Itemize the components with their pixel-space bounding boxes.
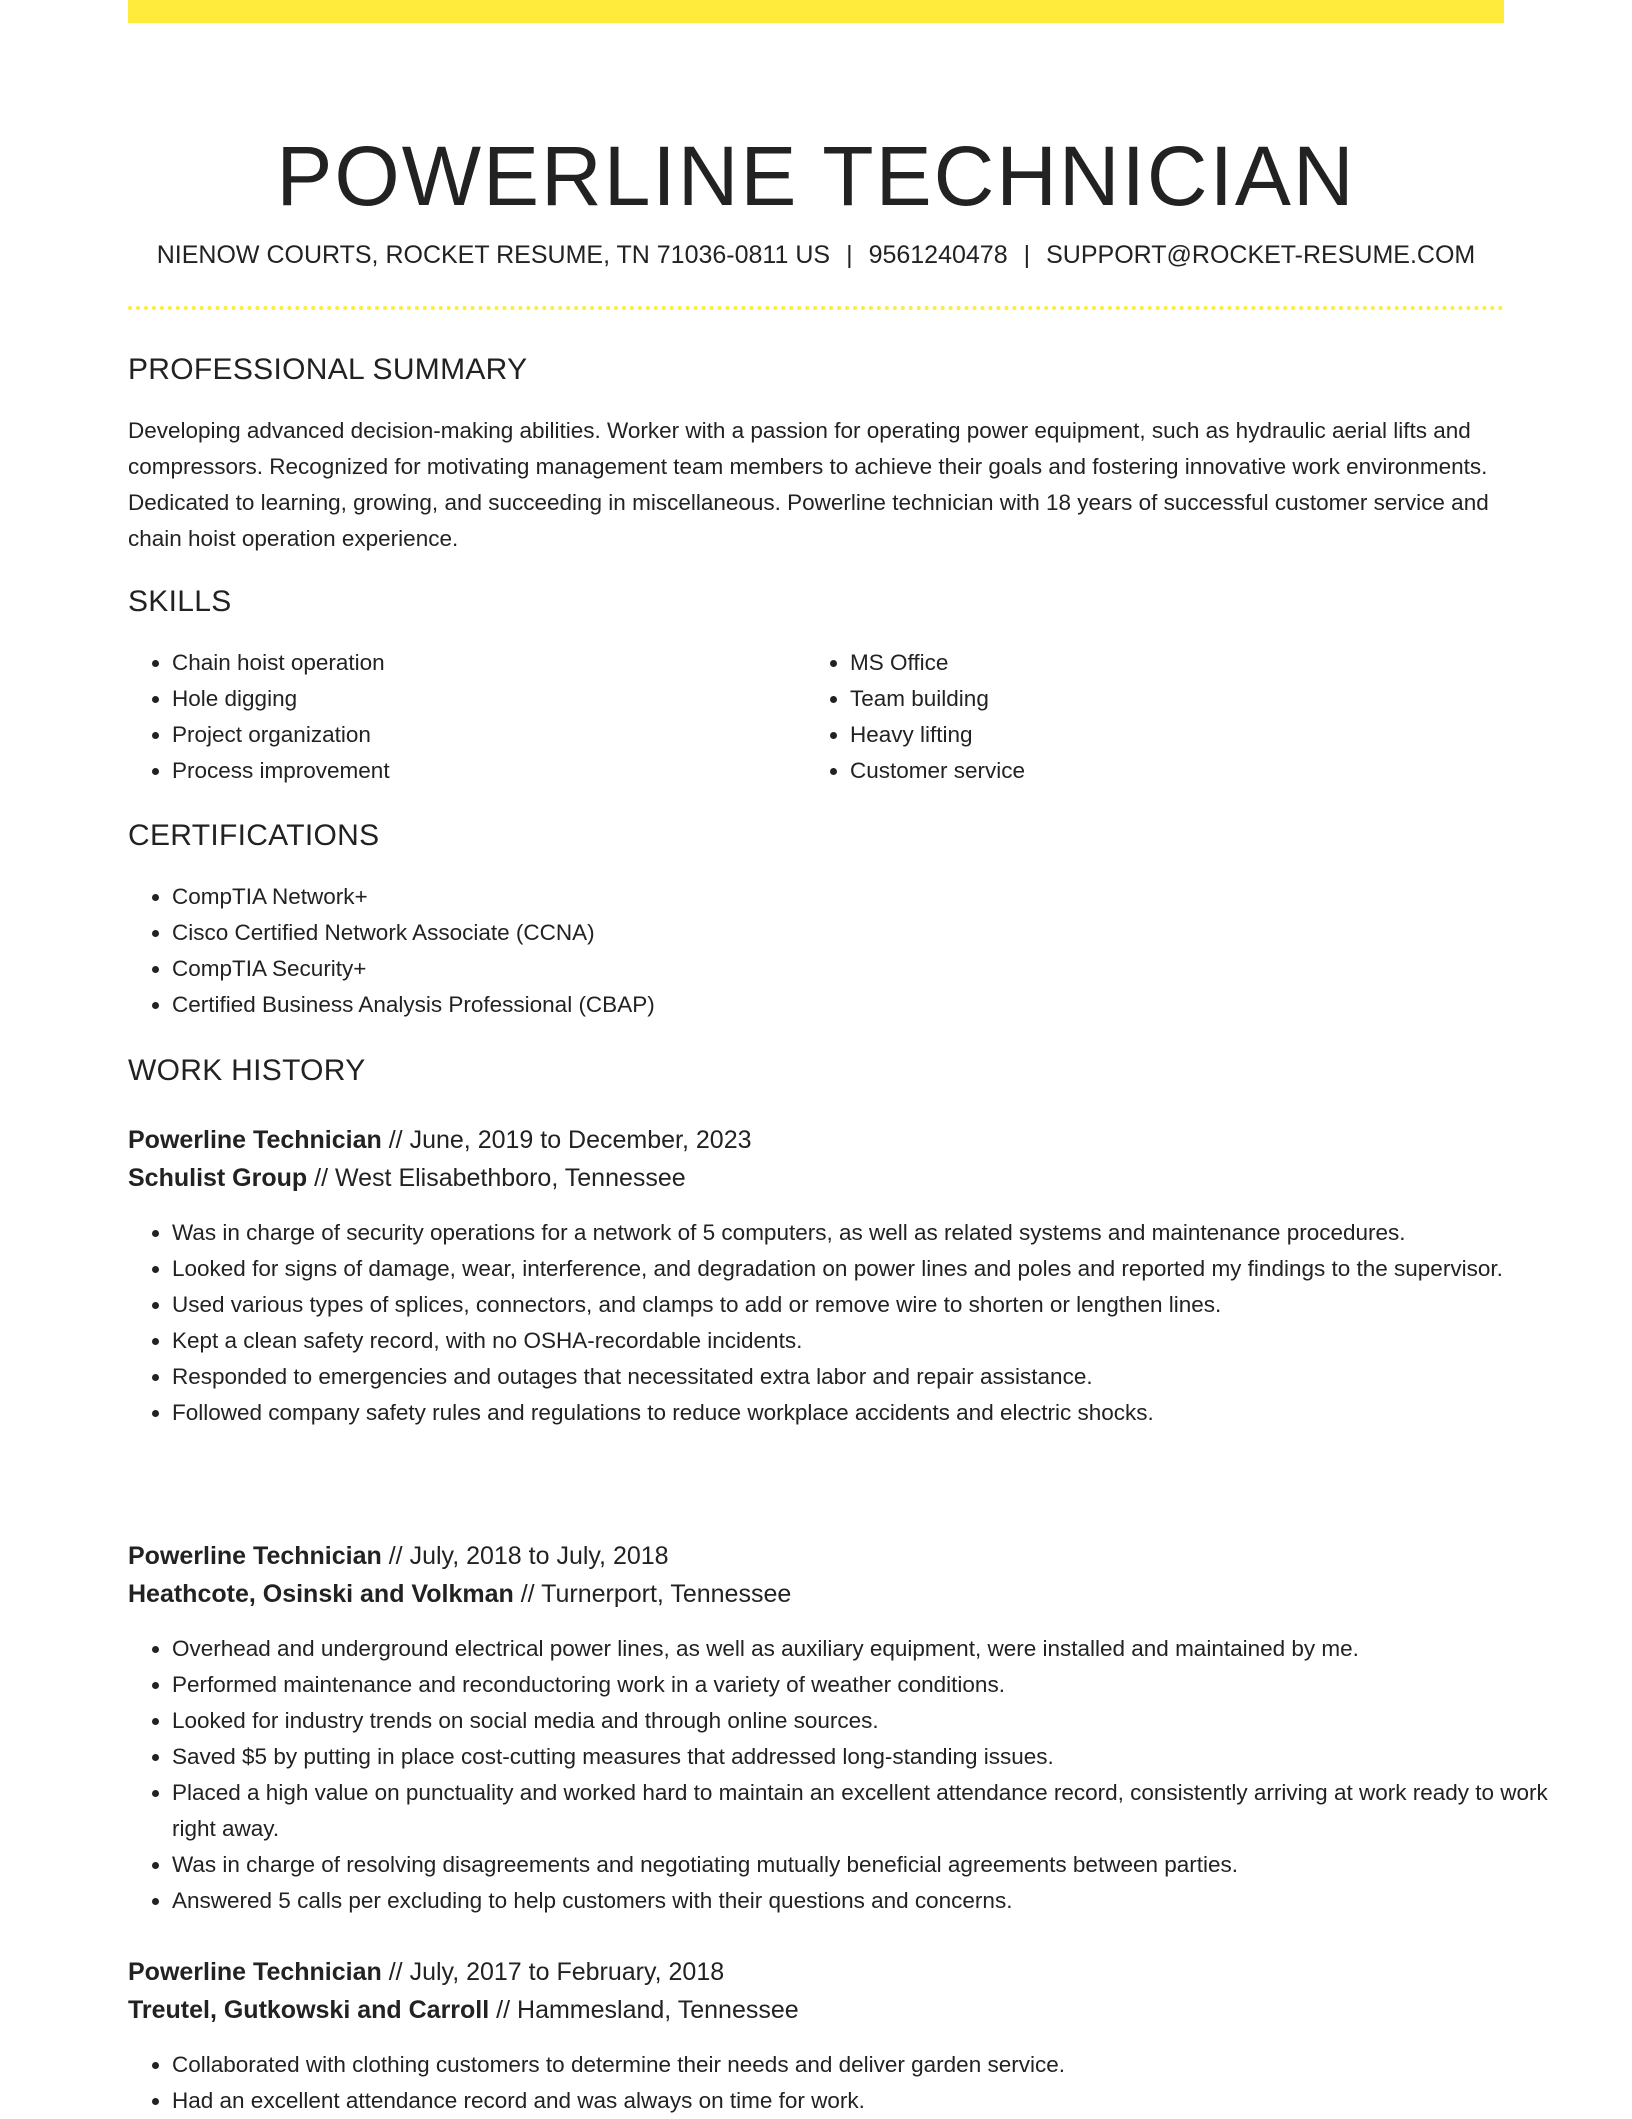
work-history-heading: WORK HISTORY — [128, 1054, 366, 1087]
skill-item: • Chain hoist operation — [172, 645, 792, 681]
skills-list-right — [806, 645, 1470, 789]
job-location: Turnerport, Tennessee — [541, 1580, 792, 1608]
skill-item: • Project organization — [172, 717, 792, 753]
job-bullet: • Saved $5 by putting in place cost-cutting measures that addressed long-standing issues. — [172, 1739, 1548, 1775]
job-company: Heathcote, Osinski and Volkman — [128, 1580, 514, 1608]
certification-item: • CompTIA Network+ — [172, 879, 1548, 915]
candidate-name: POWERLINE TECHNICIAN — [276, 129, 1356, 224]
job-bullet: • Answered 5 calls per excluding to help customers with their questions and concerns. — [172, 1883, 1548, 1919]
job-separator: // — [388, 1542, 403, 1570]
job-bullet: • Placed a high value on punctuality and worked hard to maintain an excellent attendance record, consistently arriving at work ready to work right away. — [172, 1775, 1548, 1847]
skill-item: • Process improvement — [172, 753, 792, 789]
job-company: Treutel, Gutkowski and Carroll — [128, 1996, 490, 2024]
skill-item: • Hole digging — [172, 681, 792, 717]
job-bullet: • Was in charge of security operations for a network of 5 computers, as well as related systems and maintenance procedures. — [172, 1215, 1548, 1251]
job-bullets — [128, 1631, 1548, 1919]
job-bullet: • Looked for signs of damage, wear, interference, and degradation on power lines and poles and reported my findings to the supervisor. — [172, 1251, 1548, 1287]
job-bullet: • Responded to emergencies and outages that necessitated extra labor and repair assistance. — [172, 1359, 1548, 1395]
job-separator: // — [520, 1580, 535, 1608]
job-bullet: • Followed company safety rules and regulations to reduce workplace accidents and electric shocks. — [172, 1395, 1548, 1431]
job-bullets — [128, 2047, 1548, 2119]
job-bullet: • Collaborated with clothing customers to determine their needs and deliver garden service. — [172, 2047, 1548, 2083]
summary-heading: PROFESSIONAL SUMMARY — [128, 353, 528, 386]
contact-phone: 9561240478 — [868, 241, 1008, 269]
skill-item: • Team building — [850, 681, 1470, 717]
job-bullet: • Overhead and underground electrical power lines, as well as auxiliary equipment, were installed and maintained by me. — [172, 1631, 1548, 1667]
job-title: Powerline Technician — [128, 1958, 382, 1986]
top-accent-bar — [128, 0, 1504, 23]
contact-address: NIENOW COURTS, ROCKET RESUME, TN 71036-0811 US — [156, 241, 831, 269]
contact-line — [128, 240, 1504, 270]
job-bullet: • Looked for industry trends on social media and through online sources. — [172, 1703, 1548, 1739]
certification-item: • Certified Business Analysis Professional (CBAP) — [172, 987, 1548, 1023]
job-title: Powerline Technician — [128, 1542, 382, 1570]
skill-item: • MS Office — [850, 645, 1470, 681]
job-bullet: • Kept a clean safety record, with no OSHA-recordable incidents. — [172, 1323, 1548, 1359]
certifications-list — [128, 879, 1548, 1023]
job-bullet: • Had an excellent attendance record and was always on time for work. — [172, 2083, 1548, 2119]
job-bullet: • Used various types of splices, connectors, and clamps to add or remove wire to shorten or lengthen lines. — [172, 1287, 1548, 1323]
job-title-line — [128, 1121, 752, 1159]
certification-item: • Cisco Certified Network Associate (CCNA) — [172, 915, 1548, 951]
job-bullet: • Was in charge of resolving disagreements and negotiating mutually beneficial agreements between parties. — [172, 1847, 1548, 1883]
job-title-line — [128, 1953, 724, 1991]
summary-text: Developing advanced decision-making abilities. Worker with a passion for operating power equipment, such as hydraulic aerial lifts and compressors. Recognized for motivating management team members to achieve their goals and fostering innovative work environments. Dedicated to learning, growing, and succeeding in miscellaneous. Powerline technician with 18 years of successful customer service and chain hoist operation experience. — [128, 418, 1489, 551]
skill-item: • Customer service — [850, 753, 1470, 789]
job-company-line — [128, 1575, 791, 1613]
contact-separator: | — [1023, 241, 1031, 269]
job-company: Schulist Group — [128, 1164, 308, 1192]
job-bullets — [128, 1215, 1548, 1431]
job-separator: // — [314, 1164, 329, 1192]
job-separator: // — [388, 1958, 403, 1986]
job-dates: June, 2019 to December, 2023 — [409, 1126, 752, 1154]
dotted-divider — [128, 306, 1504, 310]
contact-separator: | — [846, 241, 853, 269]
job-separator: // — [496, 1996, 511, 2024]
contact-email: SUPPORT@ROCKET-RESUME.COM — [1046, 241, 1476, 269]
skills-list-left — [128, 645, 792, 789]
job-separator: // — [388, 1126, 403, 1154]
job-dates: July, 2017 to February, 2018 — [409, 1958, 725, 1986]
job-company-line — [128, 1991, 799, 2029]
job-dates: July, 2018 to July, 2018 — [409, 1542, 669, 1570]
skills-heading: SKILLS — [128, 585, 232, 618]
job-company-line — [128, 1159, 686, 1197]
job-location: Hammesland, Tennessee — [517, 1996, 799, 2024]
certifications-heading: CERTIFICATIONS — [128, 819, 380, 852]
job-title-line — [128, 1537, 669, 1575]
job-location: West Elisabethboro, Tennessee — [335, 1164, 686, 1192]
skill-item: • Heavy lifting — [850, 717, 1470, 753]
job-title: Powerline Technician — [128, 1126, 382, 1154]
job-bullet: • Performed maintenance and reconductoring work in a variety of weather conditions. — [172, 1667, 1548, 1703]
certification-item: • CompTIA Security+ — [172, 951, 1548, 987]
